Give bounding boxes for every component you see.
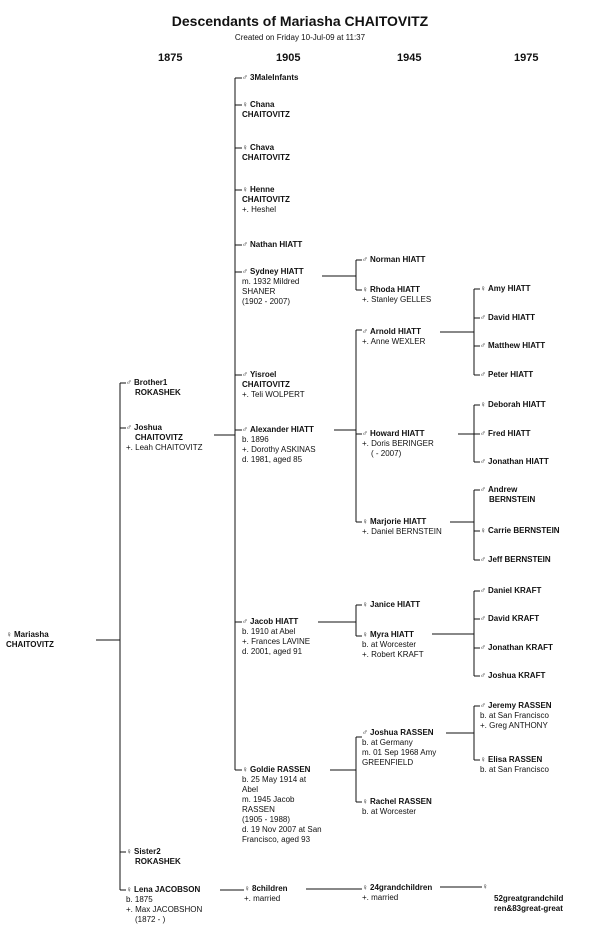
female-icon: ♀ xyxy=(244,884,250,893)
person-name: Nathan HIATT xyxy=(250,240,303,249)
person-3maleinfants[interactable] xyxy=(242,73,298,83)
person-name: Fred HIATT xyxy=(488,429,531,438)
person-name: Amy HIATT xyxy=(488,284,531,293)
person-detail: GREENFIELD xyxy=(362,758,414,767)
person-name: BERNSTEIN xyxy=(489,495,536,504)
person-daniel-kraft[interactable] xyxy=(480,586,541,596)
person-goldie-rassen[interactable] xyxy=(242,765,322,845)
year-label: 1905 xyxy=(276,52,301,64)
male-icon: ♂ xyxy=(242,617,248,626)
person-name: Marjorie HIATT xyxy=(370,517,427,526)
person-name: 8children xyxy=(252,884,288,893)
year-label: 1975 xyxy=(514,52,539,64)
person-name: CHAITOVITZ xyxy=(242,110,290,119)
person-detail: RASSEN xyxy=(242,805,275,814)
person-henne-chaitovitz[interactable] xyxy=(242,185,290,215)
male-icon: ♂ xyxy=(480,485,486,494)
person-name: Chana xyxy=(250,100,275,109)
person-joshua-rassen[interactable] xyxy=(362,728,436,768)
male-icon: ♂ xyxy=(480,701,486,710)
person-arnold-hiatt[interactable] xyxy=(362,327,425,347)
male-icon: ♂ xyxy=(362,429,368,438)
female-icon: ♀ xyxy=(480,755,486,764)
person-name: Howard HIATT xyxy=(370,429,425,438)
male-icon: ♂ xyxy=(362,327,368,336)
person-yisroel-chaitovitz[interactable] xyxy=(242,370,305,400)
person-name: CHAITOVITZ xyxy=(242,153,290,162)
person-detail: d. 2001, aged 91 xyxy=(242,647,303,656)
person-detail: Abel xyxy=(242,785,259,794)
chart-subtitle: Created on Friday 10-Jul-09 at 11:37 xyxy=(234,33,366,42)
female-icon: ♀ xyxy=(362,883,368,892)
person-detail: b. 1910 at Abel xyxy=(242,627,296,636)
person-name: Brother1 xyxy=(134,378,168,387)
male-icon: ♂ xyxy=(480,586,486,595)
male-icon: ♂ xyxy=(480,614,486,623)
person-name: Joshua xyxy=(134,423,163,432)
male-icon: ♂ xyxy=(242,425,248,434)
person-detail: +. Greg ANTHONY xyxy=(480,721,548,730)
person-david-kraft[interactable] xyxy=(480,614,539,624)
person-name: ROKASHEK xyxy=(135,388,181,397)
person-name: Alexander HIATT xyxy=(250,425,314,434)
person-nathan-hiatt[interactable] xyxy=(242,240,302,250)
person-jeremy-rassen[interactable] xyxy=(480,701,552,731)
person-name: Jeremy RASSEN xyxy=(488,701,552,710)
person-detail: b. at Worcester xyxy=(362,807,417,816)
person-chana-chaitovitz[interactable] xyxy=(242,100,290,120)
person-jonathan-hiatt[interactable] xyxy=(480,457,549,467)
person-detail: m. 01 Sep 1968 Amy xyxy=(362,748,437,757)
person-joshua-chaitovitz[interactable] xyxy=(126,423,203,453)
person-name: Mariasha xyxy=(14,630,49,639)
person-detail: +. Max JACOBSHON xyxy=(126,905,203,914)
person-name: David HIATT xyxy=(488,313,535,322)
person-detail: d. 19 Nov 2007 at San xyxy=(242,825,322,834)
person-rhoda-hiatt[interactable] xyxy=(362,285,431,305)
female-icon: ♀ xyxy=(482,882,488,891)
person-name: Yisroel xyxy=(250,370,277,379)
person-howard-hiatt[interactable] xyxy=(362,429,434,459)
person-52greatgrandchildren[interactable] xyxy=(482,882,490,892)
person-detail: Francisco, aged 93 xyxy=(242,835,311,844)
person-detail: b. at Worcester xyxy=(362,640,417,649)
person-name: Arnold HIATT xyxy=(370,327,421,336)
male-icon: ♂ xyxy=(480,671,486,680)
person-name: 52greatgrandchild xyxy=(494,894,564,903)
person-name: Jonathan KRAFT xyxy=(488,643,553,652)
person-detail: ( - 2007) xyxy=(371,449,402,458)
person-detail: +. Teli WOLPERT xyxy=(242,390,305,399)
person-name: Joshua KRAFT xyxy=(488,671,546,680)
person-detail: (1905 - 1988) xyxy=(242,815,291,824)
person-detail: m. 1945 Jacob xyxy=(242,795,295,804)
year-label: 1945 xyxy=(397,52,422,64)
person-detail: +. Heshel xyxy=(242,205,277,214)
male-icon: ♂ xyxy=(126,378,132,387)
male-icon: ♂ xyxy=(242,240,248,249)
female-icon: ♀ xyxy=(362,600,368,609)
person-name: ren&83great-great xyxy=(494,904,563,913)
female-icon: ♀ xyxy=(362,517,368,526)
male-icon: ♂ xyxy=(362,255,368,264)
male-icon: ♂ xyxy=(242,267,248,276)
person-name: Chava xyxy=(250,143,275,152)
person-jacob-hiatt[interactable] xyxy=(242,617,310,657)
person-name: Peter HIATT xyxy=(488,370,534,379)
person-name: Goldie RASSEN xyxy=(250,765,311,774)
person-name: Rhoda HIATT xyxy=(370,285,421,294)
person-jonathan-kraft[interactable] xyxy=(480,643,553,653)
person-name: Carrie BERNSTEIN xyxy=(488,526,560,535)
person-joshua-kraft[interactable] xyxy=(480,671,545,681)
person-detail: m. 1932 Mildred xyxy=(242,277,300,286)
female-icon: ♀ xyxy=(362,797,368,806)
female-icon: ♀ xyxy=(126,885,132,894)
person-brother1-rokashek[interactable] xyxy=(126,378,181,398)
person-detail: SHANER xyxy=(242,287,276,296)
male-icon: ♂ xyxy=(480,429,486,438)
male-icon: ♂ xyxy=(480,313,486,322)
male-icon: ♂ xyxy=(480,643,486,652)
person-elisa-rassen[interactable] xyxy=(480,755,549,775)
person-detail: +. Anne WEXLER xyxy=(362,337,426,346)
female-icon: ♀ xyxy=(242,185,248,194)
person-name: ROKASHEK xyxy=(135,857,181,866)
person-andrew-bernstein[interactable] xyxy=(480,485,535,505)
person-52greatgrandchildren-label xyxy=(494,894,563,914)
person-detail: (1902 - 2007) xyxy=(242,297,291,306)
male-icon: ♂ xyxy=(362,728,368,737)
person-rachel-rassen[interactable] xyxy=(362,797,432,817)
person-name: CHAITOVITZ xyxy=(242,380,290,389)
person-name: Matthew HIATT xyxy=(488,341,546,350)
person-detail: +. Stanley GELLES xyxy=(362,295,432,304)
person-sister2-rokashek[interactable] xyxy=(126,847,181,867)
person-detail: +. Frances LAVINE xyxy=(242,637,311,646)
person-alexander-hiatt[interactable] xyxy=(242,425,316,465)
person-detail: b. at Germany xyxy=(362,738,413,747)
female-icon: ♀ xyxy=(362,630,368,639)
male-icon: ♂ xyxy=(480,370,486,379)
person-detail: +. married xyxy=(244,894,281,903)
person-amy-hiatt[interactable] xyxy=(480,284,531,294)
person-name: David KRAFT xyxy=(488,614,540,623)
female-icon: ♀ xyxy=(242,100,248,109)
person-name: Elisa RASSEN xyxy=(488,755,543,764)
person-detail: (1872 - ) xyxy=(135,915,166,924)
person-janice-hiatt[interactable] xyxy=(362,600,420,610)
person-peter-hiatt[interactable] xyxy=(480,370,533,380)
person-matthew-hiatt[interactable] xyxy=(480,341,545,351)
male-icon: ♂ xyxy=(126,423,132,432)
person-name: Joshua RASSEN xyxy=(370,728,434,737)
person-name: Daniel KRAFT xyxy=(488,586,542,595)
person-lena-jacobson[interactable] xyxy=(126,885,202,925)
person-name: Jeff BERNSTEIN xyxy=(488,555,551,564)
female-icon: ♀ xyxy=(480,284,486,293)
person-name: Jacob HIATT xyxy=(250,617,299,626)
person-detail: b. 1896 xyxy=(242,435,269,444)
person-carrie-bernstein[interactable] xyxy=(480,526,560,536)
person-detail: b. 1875 xyxy=(126,895,153,904)
person-jeff-bernstein[interactable] xyxy=(480,555,551,565)
male-icon: ♂ xyxy=(480,555,486,564)
year-label: 1875 xyxy=(158,52,183,64)
person-deborah-hiatt[interactable] xyxy=(480,400,546,410)
person-detail: b. at San Francisco xyxy=(480,711,549,720)
female-icon: ♀ xyxy=(126,847,132,856)
person-name: Andrew xyxy=(488,485,518,494)
female-icon: ♀ xyxy=(362,285,368,294)
person-detail: +. Leah CHAITOVITZ xyxy=(126,443,203,452)
person-name: Sydney HIATT xyxy=(250,267,304,276)
person-detail: +. Robert KRAFT xyxy=(362,650,424,659)
person-name: CHAITOVITZ xyxy=(242,195,290,204)
person-detail: b. at San Francisco xyxy=(480,765,549,774)
person-sydney-hiatt[interactable] xyxy=(242,267,304,307)
person-name: Myra HIATT xyxy=(370,630,414,639)
person-name: Sister2 xyxy=(134,847,161,856)
person-fred-hiatt[interactable] xyxy=(480,429,531,439)
male-icon: ♂ xyxy=(480,341,486,350)
person-24grandchildren[interactable] xyxy=(362,883,432,903)
female-icon: ♀ xyxy=(480,526,486,535)
person-8children[interactable] xyxy=(244,884,288,904)
person-mariasha-chaitovitz[interactable] xyxy=(6,630,54,650)
person-name: Henne xyxy=(250,185,275,194)
male-icon: ♂ xyxy=(242,73,248,82)
female-icon: ♀ xyxy=(6,630,12,639)
person-detail: +. Doris BERINGER xyxy=(362,439,434,448)
chart-title: Descendants of Mariasha CHAITOVITZ xyxy=(171,13,429,29)
person-david-hiatt[interactable] xyxy=(480,313,535,323)
person-detail: +. Daniel BERNSTEIN xyxy=(362,527,442,536)
female-icon: ♀ xyxy=(242,143,248,152)
person-name: Janice HIATT xyxy=(370,600,421,609)
person-name: Norman HIATT xyxy=(370,255,426,264)
person-norman-hiatt[interactable] xyxy=(362,255,425,265)
person-name: CHAITOVITZ xyxy=(6,640,54,649)
person-name: Lena JACOBSON xyxy=(134,885,201,894)
person-name: Deborah HIATT xyxy=(488,400,546,409)
person-myra-hiatt[interactable] xyxy=(362,630,424,660)
male-icon: ♂ xyxy=(242,370,248,379)
person-marjorie-hiatt[interactable] xyxy=(362,517,442,537)
female-icon: ♀ xyxy=(242,765,248,774)
person-detail: +. married xyxy=(362,893,399,902)
person-detail: +. Dorothy ASKINAS xyxy=(242,445,316,454)
person-name: CHAITOVITZ xyxy=(135,433,183,442)
female-icon: ♀ xyxy=(480,400,486,409)
person-detail: d. 1981, aged 85 xyxy=(242,455,303,464)
person-name: Rachel RASSEN xyxy=(370,797,432,806)
person-detail: b. 25 May 1914 at xyxy=(242,775,307,784)
person-name: 3MaleInfants xyxy=(250,73,299,82)
person-chava-chaitovitz[interactable] xyxy=(242,143,290,163)
male-icon: ♂ xyxy=(480,457,486,466)
person-name: 24grandchildren xyxy=(370,883,433,892)
person-name: Jonathan HIATT xyxy=(488,457,549,466)
